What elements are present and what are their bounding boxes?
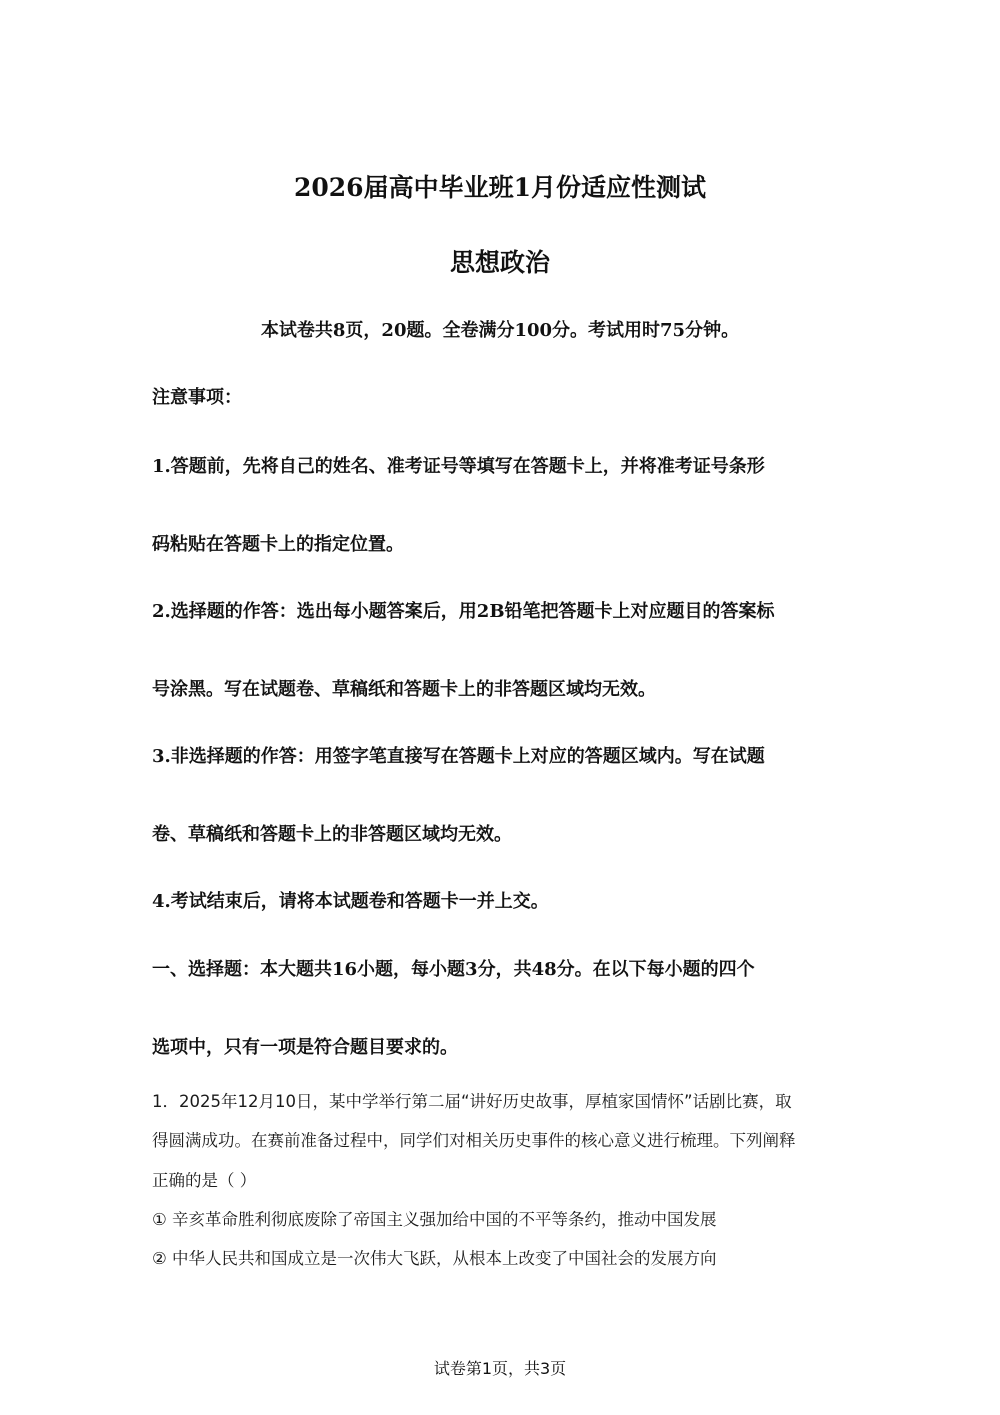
notice-line: 4.考试结束后，请将本试题卷和答题卡一并上交。	[152, 891, 549, 912]
exam-info: 本试卷共8页，20题。全卷满分100分。考试用时75分钟。	[260, 320, 740, 341]
question-option: ① 辛亥革命胜利彻底废除了帝国主义强加给中国的不平等条约，推动中国发展	[152, 1210, 717, 1229]
notice-line: 号涂黑。写在试题卷、草稿纸和答题卡上的非答题区域均无效。	[152, 679, 656, 700]
question-stem-line: 得圆满成功。在赛前准备过程中，同学们对相关历史事件的核心意义进行梳理。下列阐释	[152, 1131, 796, 1150]
question-stem-line: 1．2025年12月10日，某中学举行第二届“讲好历史故事，厚植家国情怀”话剧比赛，取	[152, 1092, 792, 1111]
page-footer: 试卷第1页，共3页	[433, 1359, 567, 1378]
section-heading-line: 选项中，只有一项是符合题目要求的。	[152, 1037, 458, 1058]
section-heading-line: 一、选择题：本大题共16小题，每小题3分，共48分。在以下每小题的四个	[152, 959, 755, 980]
question-option: ② 中华人民共和国成立是一次伟大飞跃，从根本上改变了中国社会的发展方向	[152, 1249, 717, 1268]
exam-title: 2026届高中毕业班1月份适应性测试	[294, 173, 706, 202]
notice-line: 2.选择题的作答：选出每小题答案后，用2B铅笔把答题卡上对应题目的答案标	[152, 601, 775, 622]
notice-line: 码粘贴在答题卡上的指定位置。	[152, 534, 404, 555]
question-stem-line: 正确的是（ ）	[152, 1171, 257, 1190]
notice-line: 卷、草稿纸和答题卡上的非答题区域均无效。	[152, 824, 512, 845]
notice-line: 1.答题前，先将自己的姓名、准考证号等填写在答题卡上，并将准考证号条形	[152, 456, 765, 477]
exam-subject: 思想政治	[449, 248, 550, 277]
notice-heading: 注意事项：	[152, 387, 242, 408]
notice-line: 3.非选择题的作答：用签字笔直接写在答题卡上对应的答题区域内。写在试题	[152, 746, 765, 767]
